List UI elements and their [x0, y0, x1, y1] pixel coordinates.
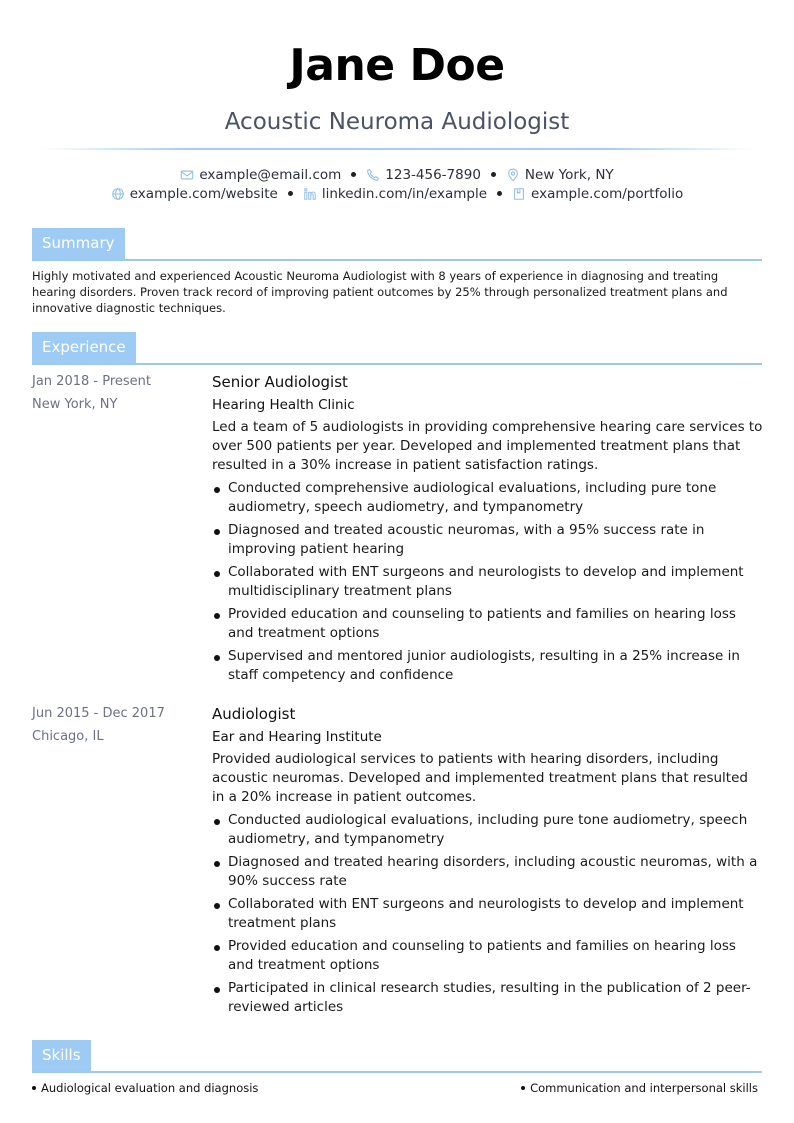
job-description: Led a team of 5 audiologists in providing comprehensive hearing care services to over 500 patients per year. Developed and implemented treatment plans that resulted in a 30% increase in patient satisfaction ratings.: [212, 419, 763, 473]
globe-icon: [111, 187, 125, 201]
job-bullets: [212, 811, 764, 1017]
job-role: Audiologist: [212, 705, 296, 723]
bullet-text: Provided education and counseling to patients and families on hearing loss and treatment options: [228, 606, 736, 641]
bullet-dot: [214, 529, 220, 535]
list-item: [212, 605, 764, 643]
portfolio-text: example.com/portfolio: [531, 186, 684, 202]
contact-website[interactable]: [111, 184, 278, 204]
summary-text: Highly motivated and experienced Acoustic Neuroma Audiologist with 8 years of experience in diagnosing and treating hearing disorders. Proven track record of improving patient outcomes by 25% through personalized treatment plans and innovative diagnostic techniques.: [32, 269, 728, 315]
bullet-text: Participated in clinical research studies, resulting in the publication of 2 peer-reviewed articles: [228, 980, 751, 1015]
section-heading: Skills: [32, 1040, 91, 1071]
job-dates: Jan 2018 - Present: [32, 374, 151, 389]
contact-linkedin[interactable]: [303, 184, 487, 204]
website-text: example.com/website: [129, 186, 278, 202]
job-location: New York, NY: [32, 397, 118, 412]
job-role: Senior Audiologist: [212, 373, 348, 391]
job-location: Chicago, IL: [32, 729, 104, 744]
bullet-dot: [214, 487, 220, 493]
bullet-dot: [214, 613, 220, 619]
bullet-dot: [214, 987, 220, 993]
bullet-text: Provided education and counseling to patients and families on hearing loss and treatment options: [228, 938, 736, 973]
separator-dot: [351, 172, 356, 177]
bullet-text: Conducted comprehensive audiological evaluations, including pure tone audiometry, speech audiometry, and tympanometry: [228, 480, 717, 515]
bullet-text: Supervised and mentored junior audiologists, resulting in a 25% increase in staff competency and confidence: [228, 648, 740, 683]
email-text: example@email.com: [199, 167, 342, 183]
phone-icon: [366, 168, 380, 182]
skills-section-header: [32, 1040, 762, 1073]
section-heading: Summary: [32, 228, 125, 259]
contact-email[interactable]: [180, 165, 341, 185]
list-item: [212, 937, 764, 975]
list-item: [212, 979, 764, 1017]
bullet-dot: [214, 861, 220, 867]
list-item: [212, 647, 764, 685]
skill-item: [32, 1080, 258, 1096]
job-details: [212, 705, 764, 1021]
location-pin-icon: [506, 168, 520, 182]
bullet-text: Conducted audiological evaluations, including pure tone audiometry, speech audiometry, and tympanometry: [228, 812, 748, 847]
linkedin-text: linkedin.com/in/example: [321, 186, 488, 202]
job-details: [212, 373, 764, 689]
separator-dot: [491, 172, 496, 177]
contact-phone[interactable]: [366, 165, 481, 185]
summary-section-header: [32, 228, 762, 261]
bullet-dot: [214, 819, 220, 825]
section-heading: Experience: [32, 332, 136, 363]
contact-portfolio[interactable]: [512, 184, 683, 204]
header-divider: [40, 148, 754, 150]
contact-row-links: [0, 184, 794, 204]
list-item: [212, 853, 764, 891]
portfolio-icon: [512, 187, 526, 201]
separator-dot: [497, 191, 502, 196]
bullet-text: Collaborated with ENT surgeons and neurologists to develop and implement treatment plans: [228, 896, 744, 931]
bullet-text: Diagnosed and treated acoustic neuromas, with a 95% success rate in improving patient hearing: [228, 522, 705, 557]
job-title: Acoustic Neuroma Audiologist: [224, 109, 570, 135]
job-bullets: [212, 479, 764, 685]
list-item: [212, 895, 764, 933]
mail-icon: [180, 168, 194, 182]
job-company: Hearing Health Clinic: [212, 397, 355, 413]
bullet-dot: [214, 945, 220, 951]
job-description: Provided audiological services to patients with hearing disorders, including acoustic neuromas. Developed and implemented treatment plans that resulted in a 20% increase in patient outcomes.: [212, 751, 748, 805]
skill-text: Communication and interpersonal skills: [530, 1081, 758, 1095]
phone-text: 123-456-7890: [385, 167, 481, 183]
bullet-dot: [214, 655, 220, 661]
contact-location: [506, 165, 614, 185]
bullet-dot: [214, 903, 220, 909]
candidate-name: Jane Doe: [289, 40, 505, 91]
skill-item: [521, 1080, 758, 1096]
job-dates: Jun 2015 - Dec 2017: [32, 706, 165, 721]
list-item: [212, 521, 764, 559]
list-item: [212, 563, 764, 601]
bullet-text: Diagnosed and treated hearing disorders, including acoustic neuromas, with a 90% success rate: [228, 854, 758, 889]
experience-section-header: [32, 332, 762, 365]
separator-dot: [288, 191, 293, 196]
bullet-dot: [214, 571, 220, 577]
location-text: New York, NY: [524, 167, 614, 183]
skill-text: Audiological evaluation and diagnosis: [41, 1081, 259, 1095]
list-item: [212, 479, 764, 517]
linkedin-icon: [303, 187, 317, 201]
bullet-text: Collaborated with ENT surgeons and neurologists to develop and implement multidisciplinary treatment plans: [228, 564, 744, 599]
list-item: [212, 811, 764, 849]
contact-row-primary: [0, 165, 794, 185]
bullet-dot: [521, 1086, 525, 1090]
job-company: Ear and Hearing Institute: [212, 729, 382, 745]
bullet-dot: [32, 1086, 36, 1090]
